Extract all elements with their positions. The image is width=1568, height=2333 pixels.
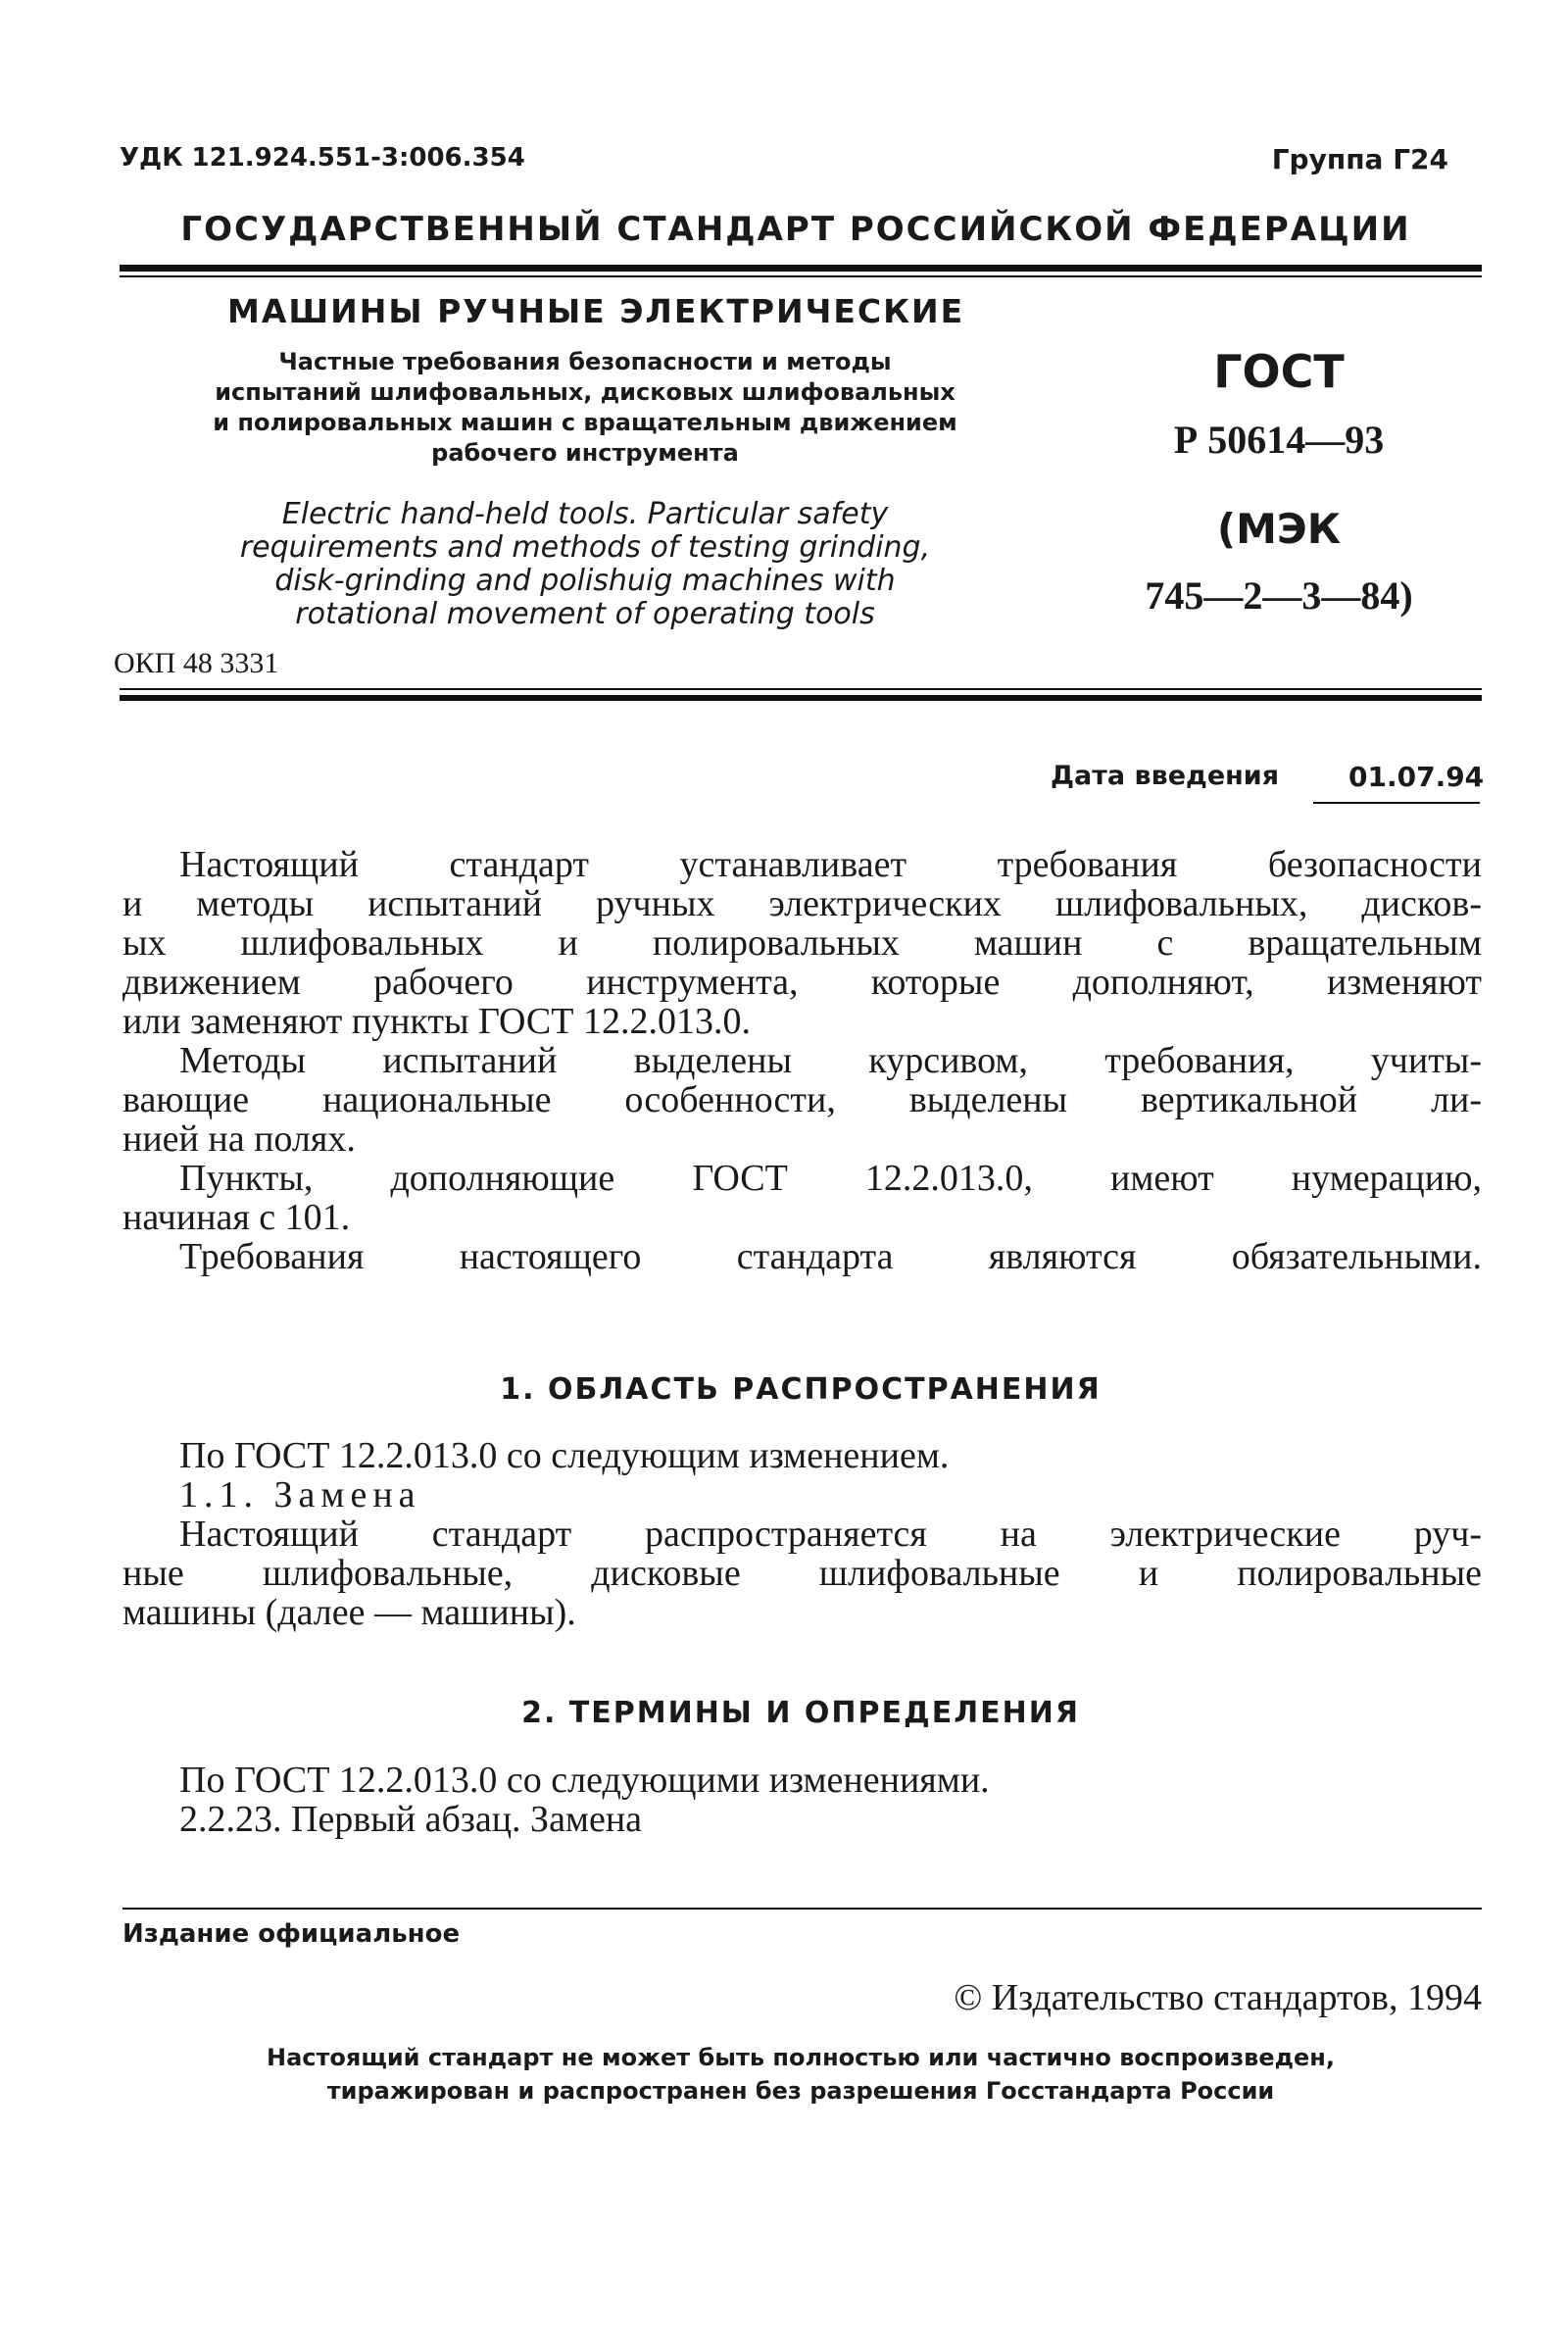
okp-code: ОКП 48 3331 xyxy=(114,647,279,679)
intro-p2-line: вающие национальные особенности, выделены вертикальной ли- xyxy=(122,1079,1482,1120)
intro-p1-line: и методы испытаний ручных электрических шлифовальных, дисков- xyxy=(122,883,1482,924)
official-edition: Издание официальное xyxy=(122,1919,461,1949)
section2-heading: 2. ТЕРМИНЫ И ОПРЕДЕЛЕНИЯ xyxy=(521,1696,1080,1730)
subtitle-ru-line: Частные требования безопасности и методы xyxy=(278,348,892,375)
intro-date-value: 01.07.94 xyxy=(1348,761,1485,793)
copyright: © Издательство стандартов, 1994 xyxy=(954,1977,1482,2018)
intro-date-label: Дата введения xyxy=(1051,761,1280,791)
title-rule-thick xyxy=(120,695,1482,701)
reproduction-notice xyxy=(120,2041,1482,2108)
group-code: Группа Г24 xyxy=(1271,143,1448,175)
intro-text xyxy=(122,845,1482,1276)
iec-line-1: (МЭК xyxy=(1216,505,1342,553)
subtitle-ru-line: и полировальных машин с вращательным движением xyxy=(213,409,957,436)
subtitle-en-line: requirements and methods of testing grinding, xyxy=(239,530,931,565)
section2-text xyxy=(122,1761,1482,1839)
intro-date-underline xyxy=(1313,802,1480,804)
intro-p1-line: ых шлифовальных и полировальных машин с вращательным xyxy=(122,922,1482,964)
section1-line1: По ГОСТ 12.2.013.0 со следующим изменением. xyxy=(179,1435,950,1476)
subtitle-en xyxy=(120,498,1051,631)
section1-para-last: машины (далее — машины). xyxy=(122,1592,576,1633)
notice-line: тиражирован и распространен без разрешения Госстандарта России xyxy=(326,2077,1275,2105)
header-rule-thin xyxy=(120,275,1482,277)
title-rule-thin xyxy=(120,688,1482,690)
subtitle-en-line: disk-grinding and polishuig machines with xyxy=(274,564,896,598)
header-rule-thick xyxy=(120,265,1482,272)
intro-p2-line: Методы испытаний выделены курсивом, требования, учиты- xyxy=(179,1040,1482,1081)
intro-p3-line: Пункты, дополняющие ГОСТ 12.2.013.0, имеют нумерацию, xyxy=(179,1158,1482,1199)
intro-p2-last: нией на полях. xyxy=(122,1118,356,1160)
subtitle-ru-line: испытаний шлифовальных, дисковых шлифовальных xyxy=(215,378,956,406)
section1-heading: 1. ОБЛАСТЬ РАСПРОСТРАНЕНИЯ xyxy=(500,1372,1102,1407)
section1-line2: 1.1. Замена xyxy=(179,1474,421,1515)
subtitle-en-line: rotational movement of operating tools xyxy=(295,597,875,631)
intro-p3-last: начиная с 101. xyxy=(122,1197,351,1238)
intro-p1-last: или заменяют пункты ГОСТ 12.2.013.0. xyxy=(122,1001,751,1042)
main-title: МАШИНЫ РУЧНЫЕ ЭЛЕКТРИЧЕСКИЕ xyxy=(227,292,965,330)
intro-p1-line: движением рабочего инструмента, которые дополняют, изменяют xyxy=(122,962,1482,1003)
section1-text xyxy=(122,1436,1482,1632)
gost-label: ГОСТ xyxy=(1213,345,1345,398)
footer-rule xyxy=(122,1908,1482,1910)
iec-line-2: 745—2—3—84) xyxy=(1145,573,1413,618)
standard-authority: ГОСУДАРСТВЕННЫЙ СТАНДАРТ РОССИЙСКОЙ ФЕДЕРАЦИИ xyxy=(180,210,1411,249)
subtitle-ru xyxy=(120,347,1051,469)
section1-para-line: Настоящий стандарт распространяется на электрические руч- xyxy=(179,1514,1482,1555)
notice-line: Настоящий стандарт не может быть полностью или частично воспроизведен, xyxy=(267,2044,1335,2071)
gost-number: Р 50614—93 xyxy=(1173,418,1385,462)
intro-p1-line: Настоящий стандарт устанавливает требования безопасности xyxy=(179,844,1482,885)
section2-line1: По ГОСТ 12.2.013.0 со следующими изменениями. xyxy=(179,1760,990,1801)
subtitle-ru-line: рабочего инструмента xyxy=(431,439,739,467)
intro-p4: Требования настоящего стандарта являются обязательными. xyxy=(179,1236,1482,1277)
udc-code: УДК 121.924.551-3:006.354 xyxy=(120,143,525,173)
subtitle-en-line: Electric hand-held tools. Particular safety xyxy=(281,497,889,531)
section2-line2: 2.2.23. Первый абзац. Замена xyxy=(179,1799,643,1840)
section1-para-line: ные шлифовальные, дисковые шлифовальные и полировальные xyxy=(122,1553,1482,1594)
